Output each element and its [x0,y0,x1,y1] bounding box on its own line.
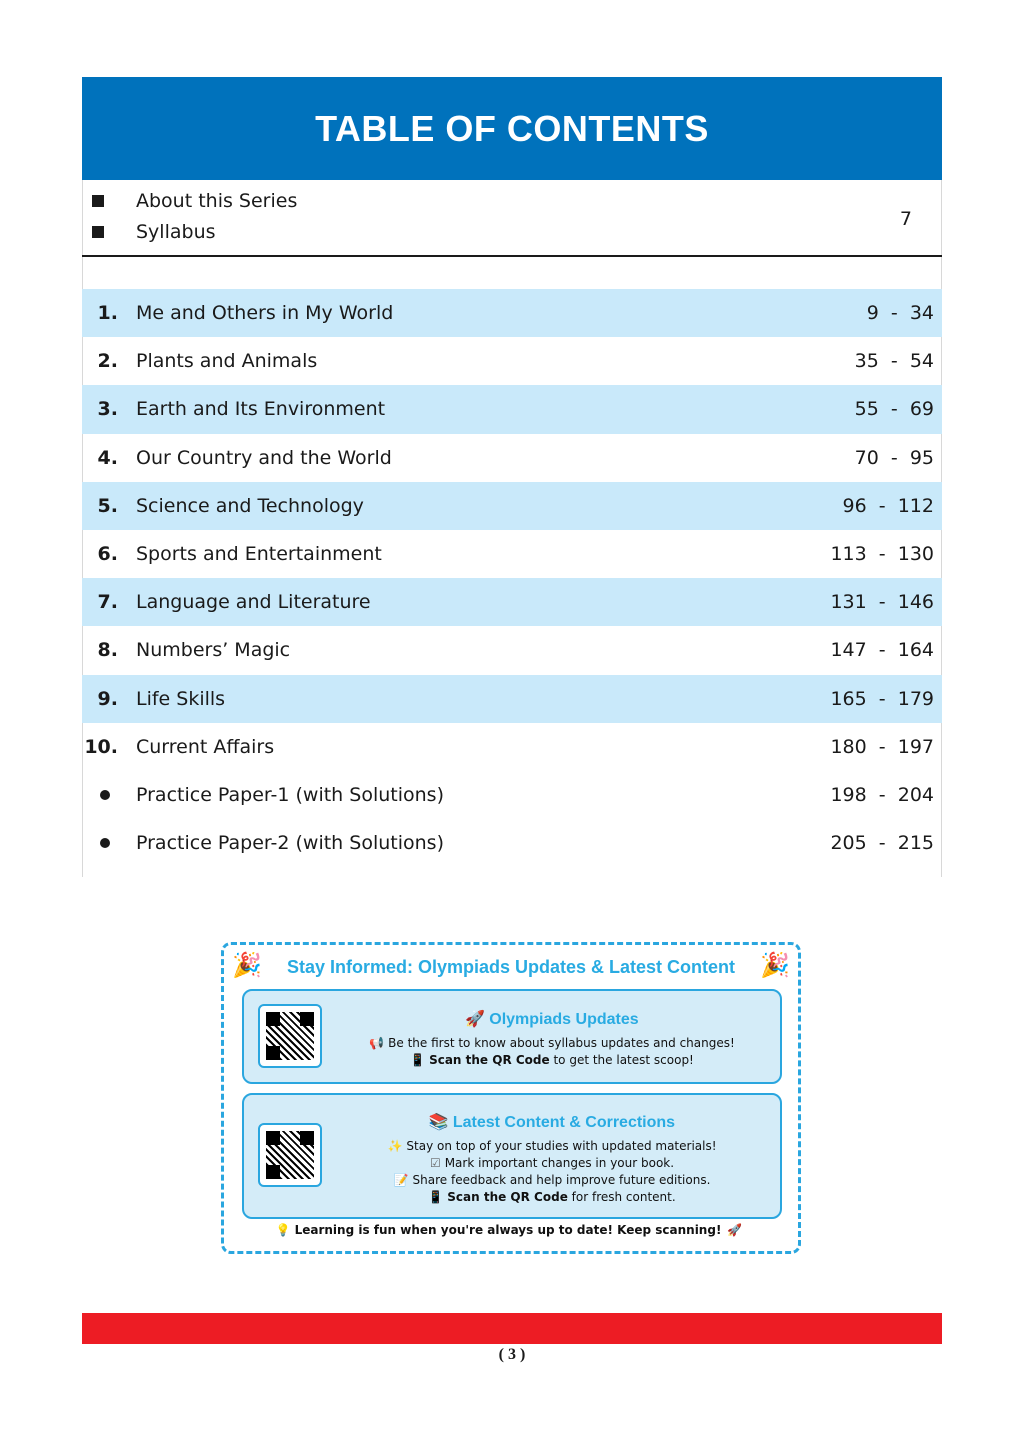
title-banner [82,77,942,180]
round-bullet-icon [100,790,110,800]
promo-heading: Stay Informed: Olympiads Updates & Latest Content [286,957,736,977]
qr-code-image [266,1131,314,1179]
card-line [334,1190,770,1204]
books-icon: 📚 [428,1114,449,1131]
updates-promo-box [221,942,801,1254]
practice-paper-pages: 205 - 215 [830,832,934,855]
practice-paper-row[interactable] [82,819,942,867]
chapter-title: Earth and Its Environment [136,398,386,421]
latest-content-card [242,1093,782,1219]
chapter-title: Sports and Entertainment [136,543,382,566]
qr-code-image [266,1012,314,1060]
square-bullet-icon [92,226,104,238]
card-title-wrap [334,1112,770,1132]
chapter-pages: 131 - 146 [830,591,934,614]
card-text: Share feedback and help improve future editions. [412,1173,711,1187]
page-number: ( 3 ) [498,1346,526,1363]
practice-paper-title: Practice Paper-1 (with Solutions) [136,783,444,806]
chapter-pages: 9 - 34 [866,302,934,325]
phone-icon: 📱 [410,1053,426,1067]
party-popper-icon: 🎉 [232,951,262,979]
qr-code[interactable] [258,1004,322,1068]
footer-bar [82,1313,942,1344]
square-bullet-icon [92,195,104,207]
practice-paper-row[interactable] [82,771,942,819]
megaphone-icon: 📢 [369,1036,385,1050]
card-text-bold: Scan the QR Code [429,1053,550,1067]
chapter-pages: 70 - 95 [854,446,934,469]
lightbulb-icon: 💡 [275,1223,291,1237]
chapter-row[interactable] [82,385,942,433]
chapter-pages: 96 - 112 [842,494,934,517]
chapter-pages: 147 - 164 [830,639,934,662]
chapter-title: Our Country and the World [136,446,392,469]
intro-item-label: About this Series [136,189,298,212]
card-line [334,1139,770,1153]
card-text: Mark important changes in your book. [444,1156,675,1170]
olympiads-updates-card [242,989,782,1084]
chapter-row[interactable] [82,337,942,385]
chapter-list [82,289,942,867]
card-line [334,1156,770,1170]
chapter-title: Life Skills [136,687,226,710]
qr-code[interactable] [258,1123,322,1187]
chapter-title: Me and Others in My World [136,302,394,325]
rocket-icon: 🚀 [727,1223,743,1237]
phone-icon: 📱 [428,1190,444,1204]
chapter-number: 7. [97,591,118,614]
sparkles-icon: ✨ [387,1139,403,1153]
party-popper-icon: 🎉 [760,951,790,979]
chapter-row[interactable] [82,723,942,771]
intro-page-number: 7 [899,208,912,230]
chapter-pages: 165 - 179 [830,687,934,710]
chapter-number: 8. [97,639,118,662]
card-text: Stay on top of your studies with updated materials! [406,1139,717,1153]
checkbox-icon: ☑ [429,1156,441,1170]
chapter-title: Science and Technology [136,494,364,517]
chapter-number: 6. [97,543,118,566]
promo-footer-text: Learning is fun when you're always up to date! Keep scanning! [294,1223,722,1237]
chapter-row[interactable] [82,434,942,482]
chapter-title: Plants and Animals [136,350,318,373]
chapter-row[interactable] [82,482,942,530]
rocket-icon: 🚀 [465,1011,486,1028]
chapter-number: 1. [97,302,118,325]
intro-section [82,180,942,255]
chapter-pages: 113 - 130 [830,543,934,566]
chapter-pages: 35 - 54 [854,350,934,373]
section-divider [82,255,942,257]
chapter-title: Current Affairs [136,735,275,758]
edit-note-icon: 📝 [393,1173,409,1187]
chapter-number: 3. [97,398,118,421]
chapter-pages: 180 - 197 [830,735,934,758]
page-title: TABLE OF CONTENTS [315,107,709,149]
card-title-wrap [334,1009,770,1029]
chapter-row[interactable] [82,675,942,723]
chapter-title: Language and Literature [136,591,371,614]
chapter-row[interactable] [82,289,942,337]
intro-item[interactable] [82,185,298,216]
chapter-number: 10. [84,735,118,758]
chapter-number: 4. [97,446,118,469]
card-title: Olympiads Updates [489,1011,639,1028]
card-text: for fresh content. [567,1190,676,1204]
intro-item[interactable] [82,216,216,247]
chapter-title: Numbers’ Magic [136,639,291,662]
card-title: Latest Content & Corrections [452,1114,676,1131]
card-line [334,1053,770,1067]
card-text: Be the first to know about syllabus updates and changes! [388,1036,735,1050]
intro-item-label: Syllabus [136,220,216,243]
practice-paper-title: Practice Paper-2 (with Solutions) [136,832,444,855]
chapter-number: 2. [97,350,118,373]
chapter-row[interactable] [82,626,942,674]
chapter-row[interactable] [82,530,942,578]
card-line [334,1173,770,1187]
chapter-pages: 55 - 69 [854,398,934,421]
card-text: to get the latest scoop! [549,1053,694,1067]
round-bullet-icon [100,838,110,848]
chapter-number: 5. [97,494,118,517]
card-text-bold: Scan the QR Code [447,1190,568,1204]
practice-paper-pages: 198 - 204 [830,783,934,806]
chapter-row[interactable] [82,578,942,626]
chapter-number: 9. [97,687,118,710]
promo-footer [224,1223,798,1237]
card-line [334,1036,770,1050]
